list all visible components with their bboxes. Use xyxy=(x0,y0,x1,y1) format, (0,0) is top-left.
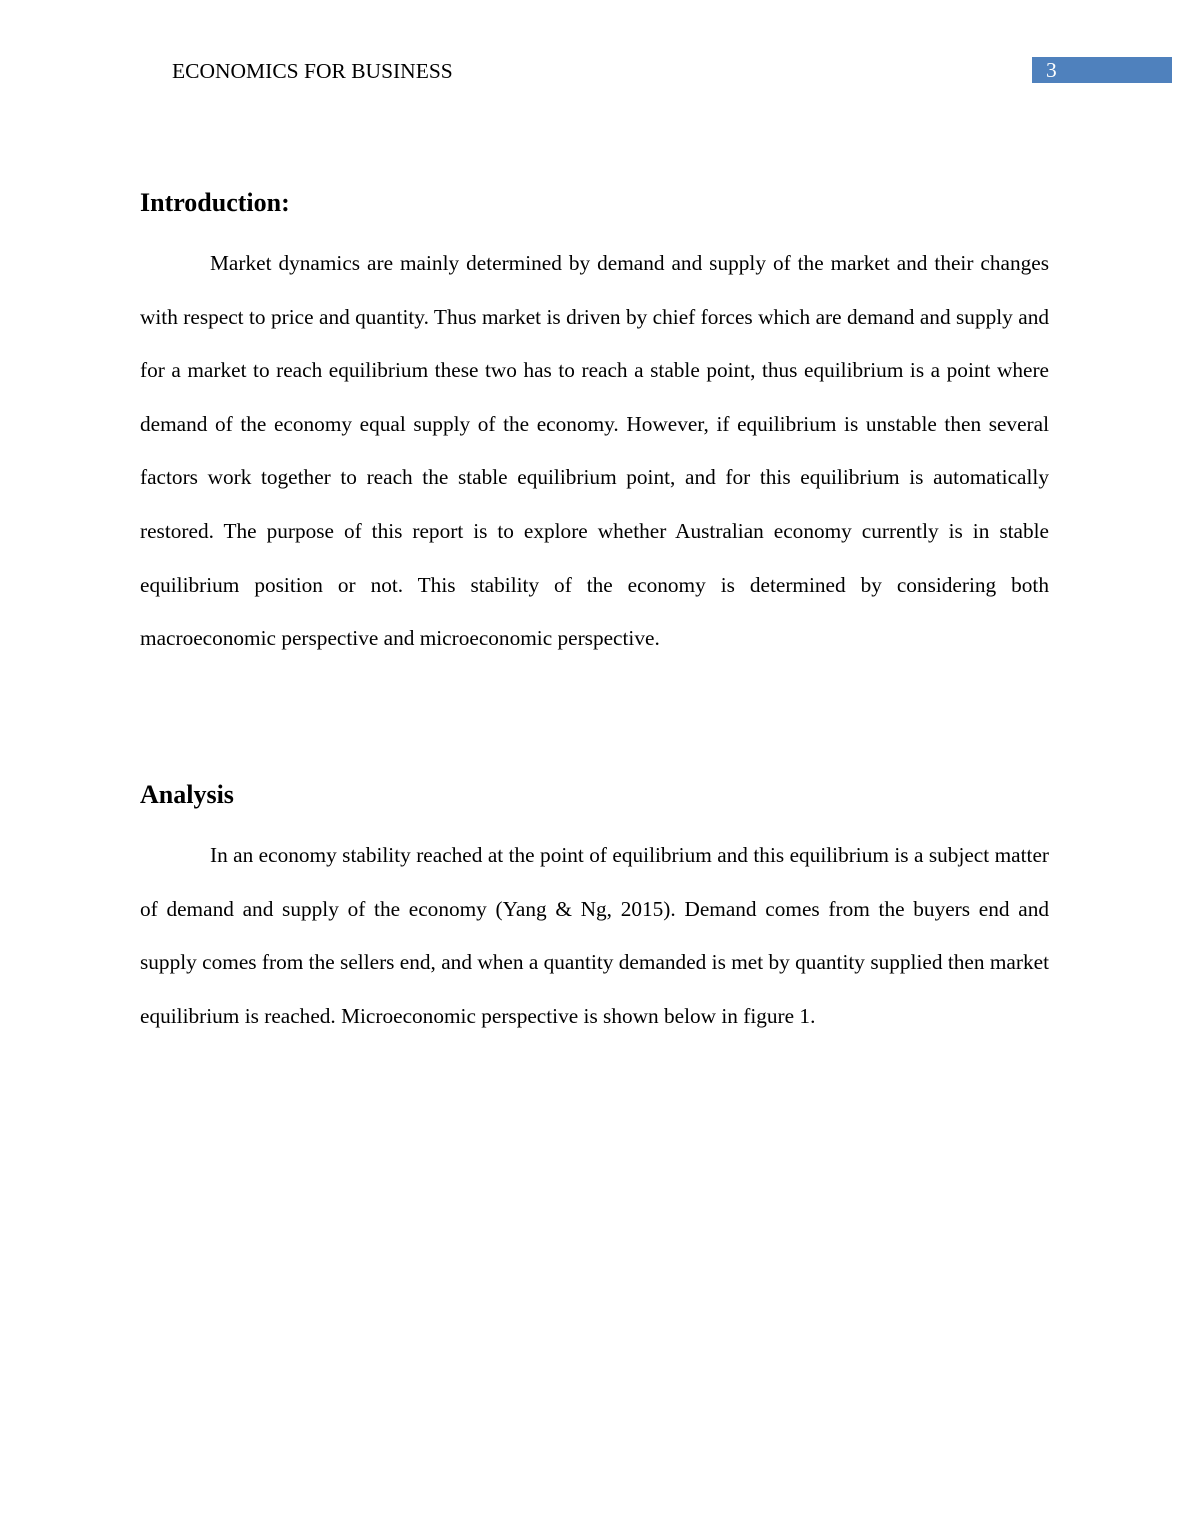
page-number: 3 xyxy=(1046,58,1057,82)
running-head: ECONOMICS FOR BUSINESS xyxy=(172,59,453,83)
analysis-paragraph: In an economy stability reached at the point of equilibrium and this equilibrium is a subject matter of demand and supply of the economy (Yang & Ng, 2015). Demand comes from the buyers end and supply comes from the sellers end, and when a quantity demanded is met by quantity supplied then market equilibrium is reached. Microeconomic perspective is shown below in figure 1. xyxy=(140,843,1049,1028)
analysis-heading: Analysis xyxy=(140,780,234,809)
introduction-paragraph: Market dynamics are mainly determined by demand and supply of the market and their changes with respect to price and quantity. Thus market is driven by chief forces which are demand and supply and for a market to reach equilibrium these two has to reach a stable point, thus equilibrium is a point where demand of the economy equal supply of the economy. However, if equilibrium is unstable then several factors work together to reach the stable equilibrium point, and for this equilibrium is automatically restored. The purpose of this report is to explore whether Australian economy currently is in stable equilibrium position or not. This stability of the economy is determined by considering both macroeconomic perspective and microeconomic perspective. xyxy=(140,251,1049,651)
introduction-heading: Introduction: xyxy=(140,188,290,217)
page-number-box xyxy=(1032,57,1172,83)
